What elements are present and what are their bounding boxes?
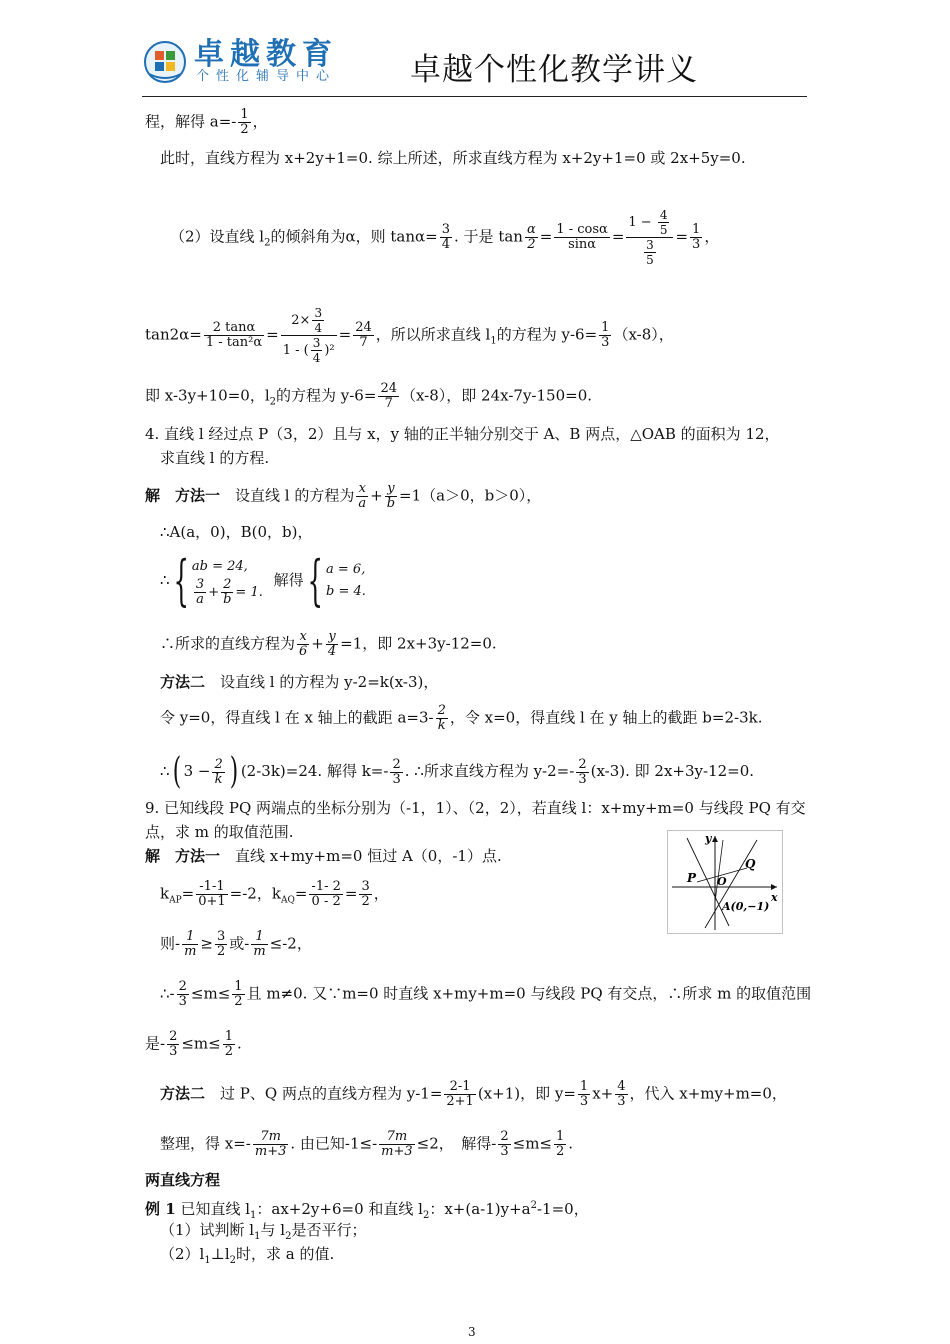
page-title: 卓越个性化教学讲义	[410, 52, 698, 88]
text-line: 解 方法一 设直线 l 的方程为 $\frac{x}{a}$ + $\frac{y}{b}$ =1（a＞0，b＞0），	[145, 481, 542, 511]
fig-A-label: A(0,−1)	[722, 900, 770, 913]
equation-system: ∴{ ab = 24, $\frac{3}{a}$ + $\frac{2}{b}$ = 1. 解得{ a = 6, b = 4.	[160, 549, 366, 612]
fig-x-label: x	[771, 891, 778, 904]
text-line: $k_{AP}=$ $\frac{-1-1}{0+1}$ =-2，$k_{AQ}=$ $\frac{-1- 2}{0 - 2}$ = $\frac{3}{2}$ ，	[160, 879, 389, 909]
fig-Q-label: Q	[745, 857, 756, 871]
text-line: ∴( 3 − $\frac{2}{k}$ ) (2-3k)=24. 解得 k=- $\frac{2}{3}$ . ∴所求直线方程为 y-2=- $\frac{2}{3}$ (x-3). 即 2x+3y-12=0.	[160, 751, 755, 792]
coordinate-figure	[667, 830, 783, 934]
fig-y-label: y	[705, 832, 712, 845]
header-rule	[142, 96, 807, 97]
text-line: 此时，直线方程为 x+2y+1=0. 综上所述，所求直线方程为 x+2y+1=0 或 2x+5y=0.	[160, 149, 746, 167]
text-line: ∴A(a，0)，B(0，b)，	[160, 523, 313, 541]
question-4: 4. 直线 l 经过点 P（3，2）且与 x，y 轴的正半轴分别交于 A、B 两点，△OAB 的面积为 12，	[145, 425, 780, 443]
text-line: 即 x-3y+10=0，$l_2$的方程为 y-6= $\frac{24}{7}$ （x-8），即 24x-7y-150=0.	[145, 381, 593, 411]
fig-P-label: P	[687, 871, 697, 885]
text-line: $(2)l_1\perp l_2$时，求 a 的值.	[160, 1245, 335, 1266]
text-line: 方法二 过 P、Q 两点的直线方程为 y-1= $\frac{2-1}{2+1}$ (x+1)，即 y= $\frac{1}{3}$ x+ $\frac{4}{3}$ ，代入 x+my+m=0，	[160, 1079, 787, 1109]
page-number: 3	[468, 1325, 476, 1339]
text-line: tan2α= $\frac{2 \tan\alpha}{\text{1 - tan²α}}$ = 2× $\frac{3}{4}$ 1 - ( $\frac{3}{4}$ )² = $\frac{24}{7}$ ，所以所求直线 $l_1$的方程为 y-6= $\frac{1}{3}$ （x-8），	[145, 306, 674, 365]
example-1: 例 1 已知直线 $l_1$：ax+2y+6=0 和直线 $l_2$：$x+(a-1)y+a^2-1=0$，	[145, 1200, 589, 1221]
text-line: 点，求 m 的取值范围.	[145, 823, 294, 841]
text-line: ∴所求的直线方程为 $\frac{x}{6}$ + $\frac{y}{4}$ =1，即 2x+3y-12=0.	[160, 629, 497, 659]
text-line: 解 方法一 直线 x+my+m=0 恒过 A（0，-1）点.	[145, 847, 502, 865]
section-heading: 两直线方程	[145, 1171, 221, 1189]
text-line: 程，解得 a=- $\frac{1}{2}$ ，	[145, 107, 268, 137]
text-line: 方法二 设直线 l 的方程为 y-2=k(x-3)，	[160, 673, 439, 691]
logo-text: 卓越教育	[194, 37, 338, 72]
text-line: 是- $\frac{2}{3}$ ≤m≤ $\frac{1}{2}$ .	[145, 1029, 242, 1059]
text-line: （2）设直线 $l_2$的倾斜角为α，则 tanα= $\frac{3}{4}$ . 于是 tan $\frac{\alpha}{2}$ = $\frac{1 - \cos\alpha}{\sin\alpha}$ = 1 − $\frac{4}{5}$ $\frac{3}{5}$ = $\frac{1}{3}$ ，	[170, 208, 720, 267]
logo-emblem-icon	[143, 40, 187, 84]
text-line: 令 y=0，得直线 l 在 x 轴上的截距 a=3- $\frac{2}{k}$ ，令 x=0，得直线 l 在 y 轴上的截距 b=2-3k.	[160, 703, 763, 733]
text-line: 则- $\frac{1}{m}$ ≥ $\frac{3}{2}$ 或- $\frac{1}{m}$ ≤-2，	[160, 929, 312, 959]
text-line: ∴- $\frac{2}{3}$ ≤m≤ $\frac{1}{2}$ 且 m≠0. 又∵m=0 时直线 x+my+m=0 与线段 PQ 有交点，∴所求 m 的取值范围	[160, 979, 812, 1009]
text-line: 求直线 l 的方程.	[160, 449, 270, 467]
text-line: （1）试判断 $l_1$与 $l_2$是否平行；	[160, 1221, 367, 1242]
logo-subtitle: 个性化辅导中心	[196, 69, 337, 84]
fig-O-label: O	[717, 875, 727, 888]
text-line: 整理，得 x=- $\frac{7m}{m+3}$ . 由已知-1≤- $\frac{7m}{m+3}$ ≤2， 解得- $\frac{2}{3}$ ≤m≤ $\frac{1}{2}$ .	[160, 1129, 574, 1159]
question-9: 9. 已知线段 PQ 两端点的坐标分别为（-1，1）、（2，2），若直线 l：x+my+m=0 与线段 PQ 有交	[145, 799, 806, 817]
